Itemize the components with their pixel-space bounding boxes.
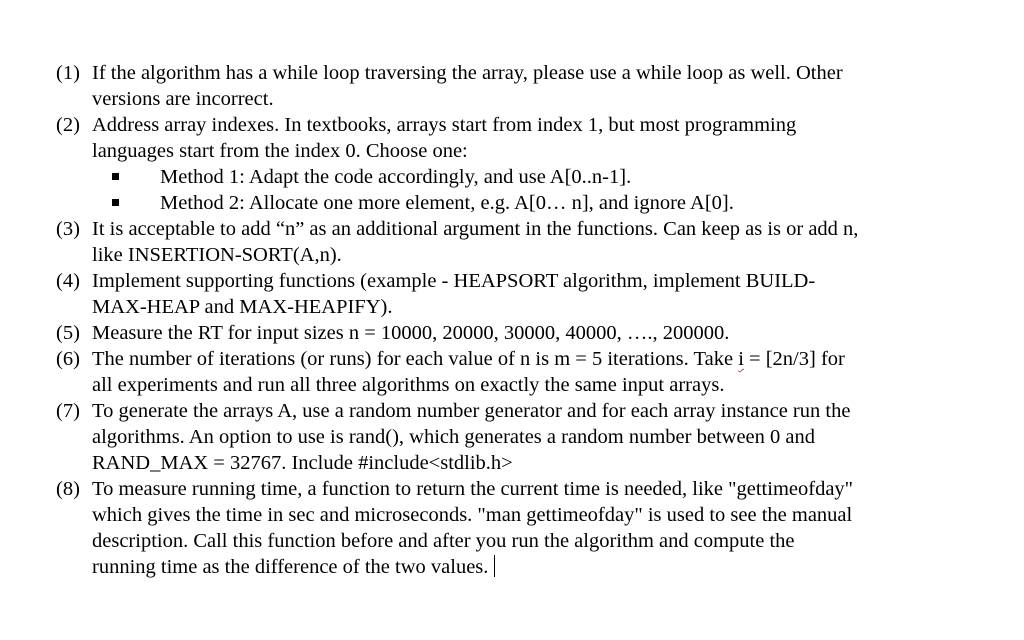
text-segment: running time as the difference of the two values.	[92, 556, 489, 578]
text-line: languages start from the index 0. Choose one:	[92, 140, 468, 162]
text-line: algorithms. An option to use is rand(), which generates a random number between 0 and	[92, 426, 816, 448]
text-line	[92, 554, 956, 580]
text-line: To generate the arrays A, use a random number generator and for each array instance run the	[92, 400, 851, 422]
text-line: MAX-HEAP and MAX-HEAPIFY).	[92, 296, 393, 318]
item-number: (5)	[56, 322, 80, 344]
item-text	[92, 398, 956, 476]
item-number: (4)	[56, 270, 80, 292]
list-item-3	[56, 216, 956, 268]
text-line: Implement supporting functions (example - HEAPSORT algorithm, implement BUILD-	[92, 270, 816, 292]
square-bullet-icon	[92, 164, 160, 190]
item-number: (7)	[56, 400, 80, 422]
text-line: RAND_MAX = 32767. Include #include<stdlib.h>	[92, 452, 513, 474]
document-body[interactable]	[56, 60, 956, 580]
list-item-5	[56, 320, 956, 346]
item-text	[92, 346, 956, 398]
text-line: all experiments and run all three algorithms on exactly the same input arrays.	[92, 374, 725, 396]
text-segment: = [2n/3] for	[743, 348, 845, 370]
text-line: It is acceptable to add “n” as an additional argument in the functions. Can keep as is or add n,	[92, 218, 859, 240]
text-line: versions are incorrect.	[92, 88, 274, 110]
text-line: If the algorithm has a while loop traversing the array, please use a while loop as well. Other	[92, 62, 843, 84]
item-number: (8)	[56, 478, 80, 500]
bullet-item	[92, 190, 956, 216]
list-item-8	[56, 476, 956, 580]
text-cursor	[494, 555, 495, 577]
text-line: like INSERTION-SORT(A,n).	[92, 244, 342, 266]
bullet-item	[92, 164, 956, 190]
text-line	[92, 346, 956, 372]
list-item-2	[56, 112, 956, 216]
list-item-1	[56, 60, 956, 112]
spellcheck-mark: i	[738, 348, 744, 370]
item-text	[92, 320, 956, 346]
item-text	[92, 216, 956, 268]
list-item-4	[56, 268, 956, 320]
text-line: description. Call this function before and after you run the algorithm and compute the	[92, 530, 795, 552]
item-number: (2)	[56, 114, 80, 136]
list-item-7	[56, 398, 956, 476]
square-bullet-icon	[92, 190, 160, 216]
text-line: Measure the RT for input sizes n = 10000, 20000, 30000, 40000, …., 200000.	[92, 322, 730, 344]
item-text	[92, 112, 956, 216]
bullet-text: Method 2: Allocate one more element, e.g. A[0… n], and ignore A[0].	[160, 192, 734, 214]
text-line: Address array indexes. In textbooks, arrays start from index 1, but most programming	[92, 114, 797, 136]
text-segment: The number of iterations (or runs) for each value of n is m = 5 iterations. Take	[92, 348, 739, 370]
item-number: (3)	[56, 218, 80, 240]
text-line: To measure running time, a function to return the current time is needed, like "gettimeofday"	[92, 478, 854, 500]
item-text	[92, 476, 956, 580]
text-line: which gives the time in sec and microseconds. "man gettimeofday" is used to see the manual	[92, 504, 853, 526]
item-text	[92, 268, 956, 320]
item-number: (1)	[56, 62, 80, 84]
item-number: (6)	[56, 348, 80, 370]
bullet-text: Method 1: Adapt the code accordingly, and use A[0..n-1].	[160, 166, 632, 188]
item-text	[92, 60, 956, 112]
list-item-6	[56, 346, 956, 398]
